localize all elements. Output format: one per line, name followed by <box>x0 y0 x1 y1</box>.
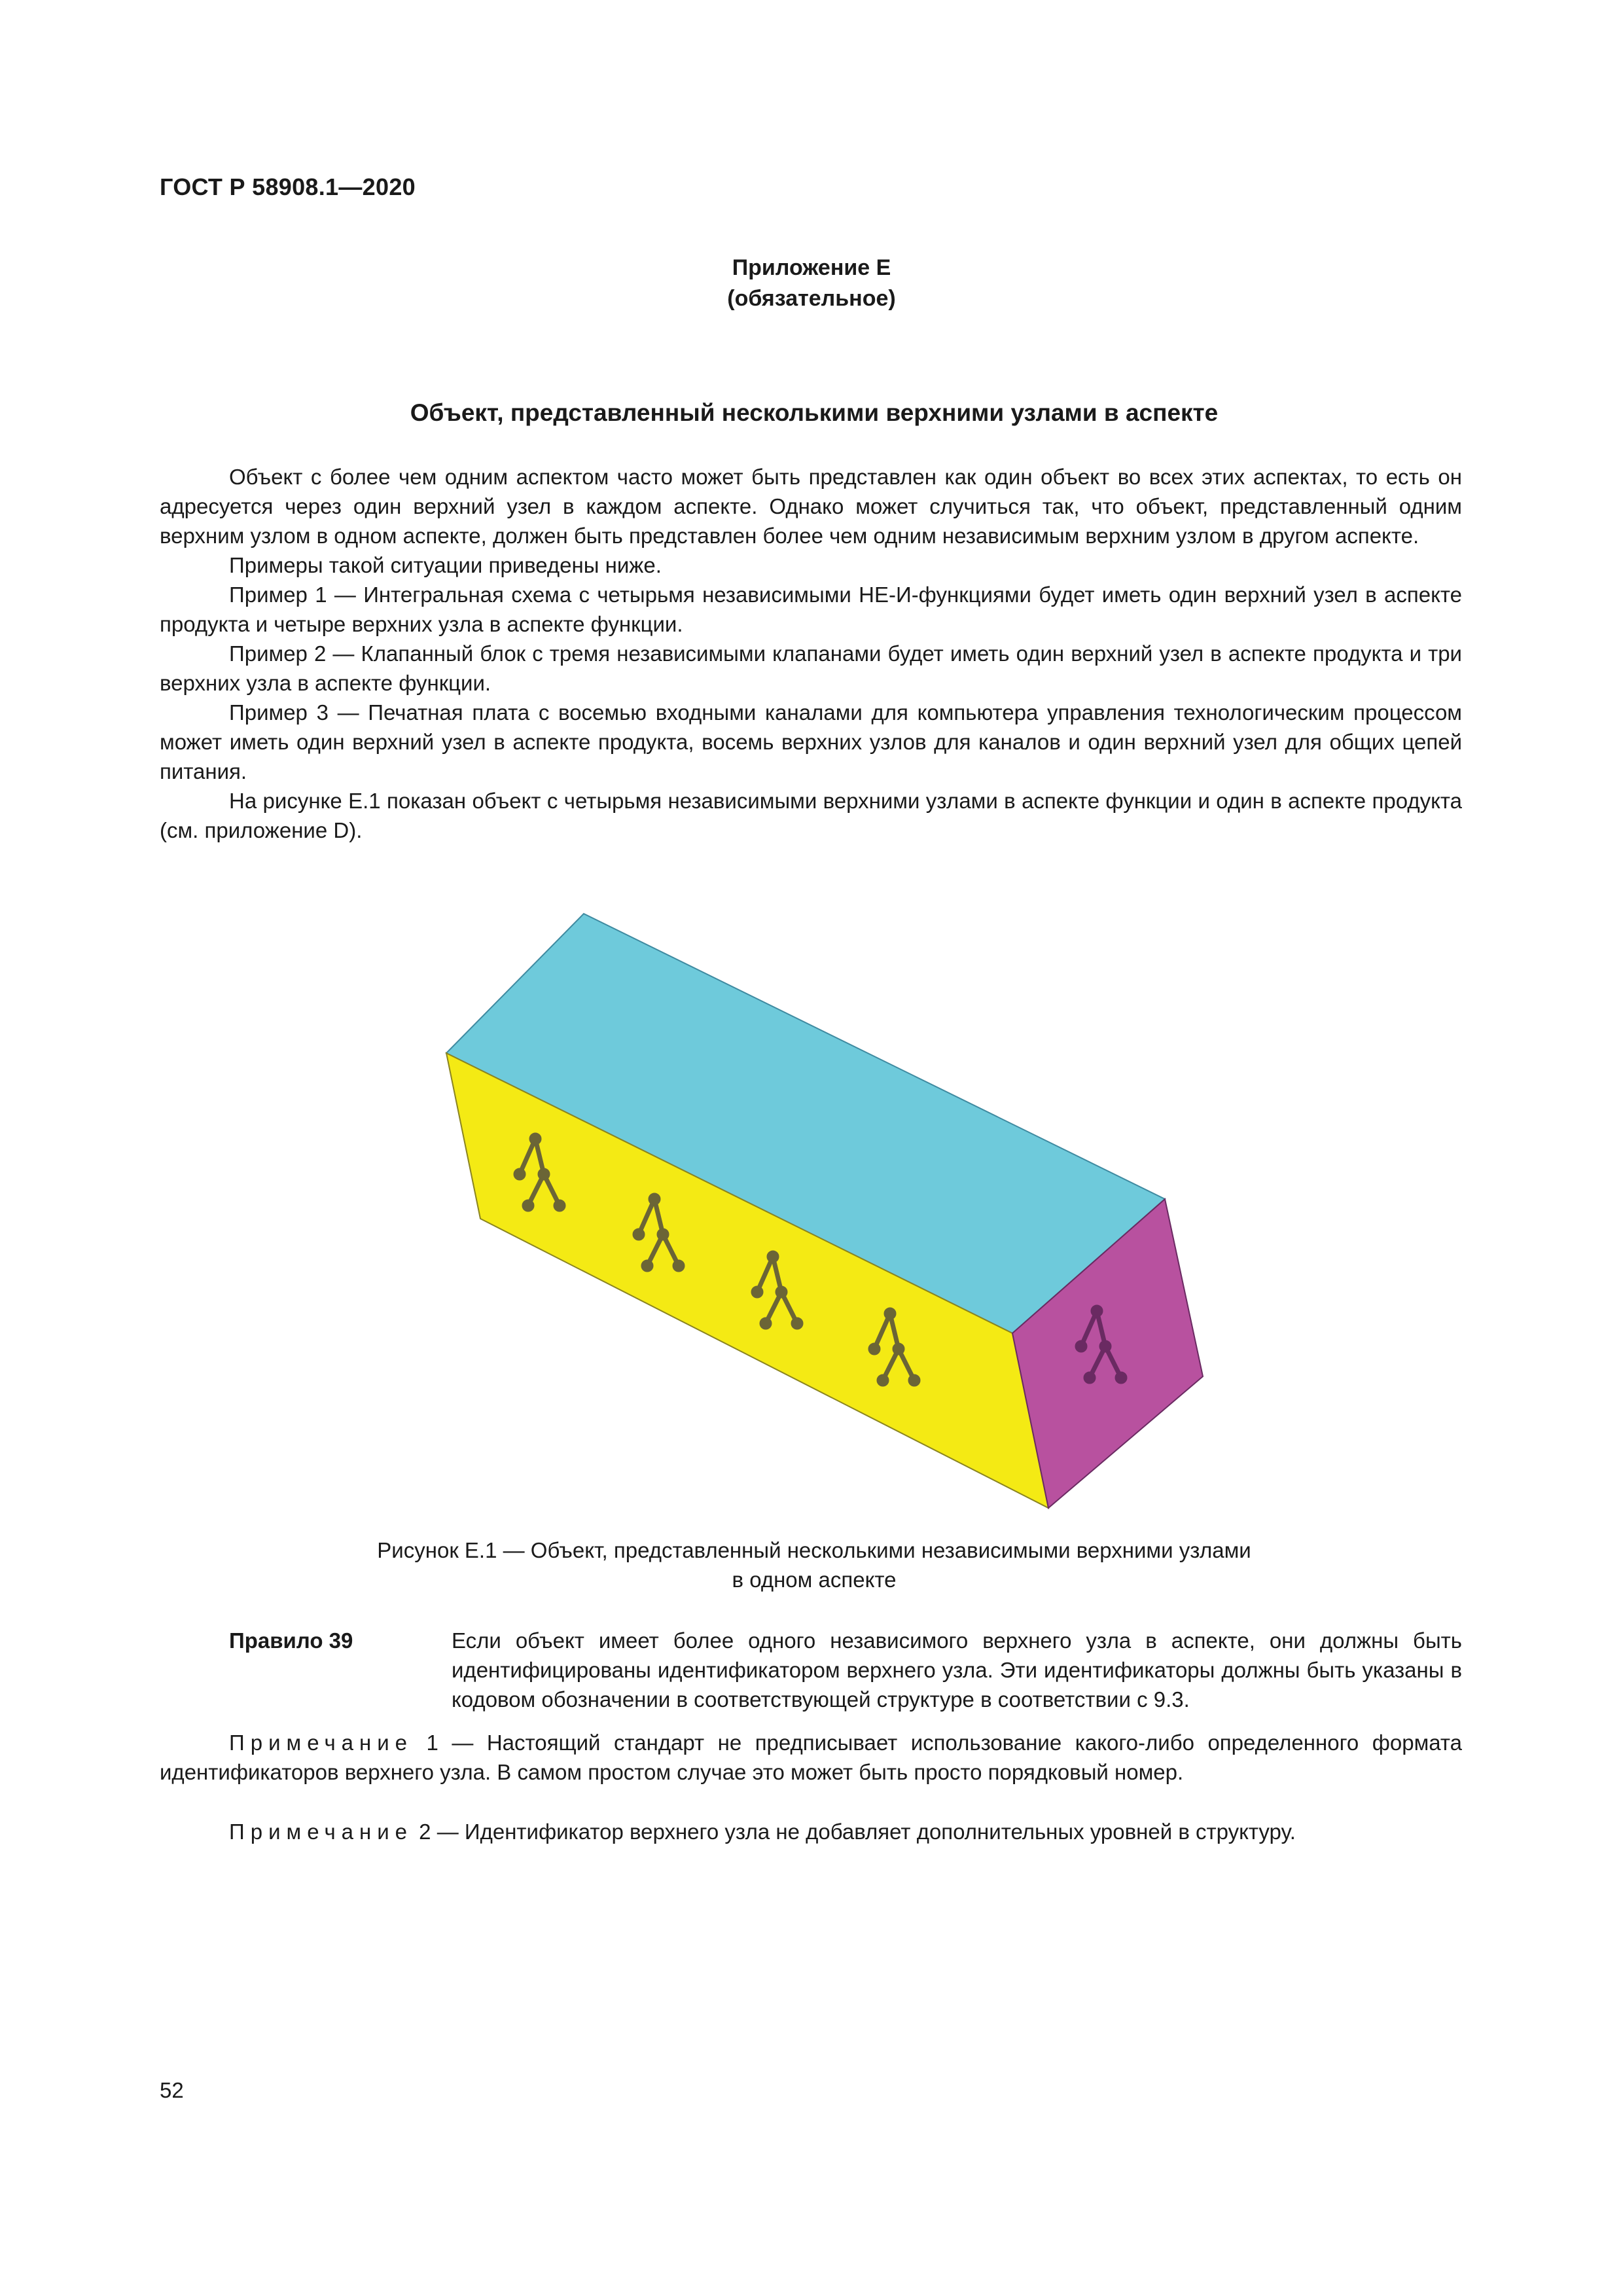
appendix-title: Приложение E <box>732 255 891 280</box>
rule-text: Если объект имеет более одного независимого верхнего узла в аспекте, они должны быть идентифицированы идентификатором верхнего узла. Эти идентификаторы должны быть указаны в кодовом обозначении в соответствующей структуре в соответствии с 9.3. <box>452 1628 1462 1712</box>
figure-caption-line-1: Рисунок E.1 — Объект, представленный несколькими независимыми верхними узлами <box>377 1538 1251 1562</box>
document-header: ГОСТ Р 58908.1—2020 <box>160 173 416 200</box>
paragraph-example-1: Пример 1 — Интегральная схема с четырьмя независимыми НЕ-И-функциями будет иметь один верхний узел в аспекте продукта и четыре верхних узла в аспекте функции. <box>160 583 1462 636</box>
body-text <box>160 462 1462 845</box>
note-1 <box>160 1728 1462 1787</box>
paragraph-examples-lead: Примеры такой ситуации приведены ниже. <box>229 553 662 577</box>
note-2-text: 2 — Идентификатор верхнего узла не добавляет дополнительных уровней в структуру. <box>413 1820 1296 1844</box>
figure-e1 <box>419 910 1204 1525</box>
paragraph-example-2: Пример 2 — Клапанный блок с тремя независимыми клапанами будет иметь один верхний узел в аспекте продукта и три верхних узла в аспекте функции. <box>160 641 1462 695</box>
section-title: Объект, представленный несколькими верхними узлами в аспекте <box>410 399 1219 426</box>
paragraph-example-3: Пример 3 — Печатная плата с восемью входными каналами для компьютера управления технологическим процессом может иметь один верхний узел в аспекте продукта, восемь верхних узлов для каналов и один верхний узел для общих цепей питания. <box>160 700 1462 783</box>
paragraph-intro: Объект с более чем одним аспектом часто может быть представлен как один объект во всех этих аспектах, то есть он адресуется через один верхний узел в каждом аспекте. Однако может случиться так, что объект, представленный одним верхним узлом в одном аспекте, должен быть представлен более чем одним независимым верхним узлом в другом аспекте. <box>160 465 1462 548</box>
appendix-heading <box>0 253 1623 314</box>
note-1-label: Примечание <box>229 1731 414 1755</box>
page-number: 52 <box>160 2078 184 2102</box>
appendix-status: (обязательное) <box>727 286 896 311</box>
rule-label: Правило 39 <box>229 1628 353 1653</box>
note-2 <box>160 1817 1462 1846</box>
object-box-illustration <box>419 910 1204 1525</box>
note-2-label: Примечание <box>229 1820 414 1844</box>
paragraph-figure-ref: На рисунке E.1 показан объект с четырьмя независимыми верхними узлами в аспекте функции и один в аспекте продукта (см. приложение D). <box>160 789 1462 842</box>
note-1-text: 1 — Настоящий стандарт не предписывает использование какого-либо определенного формата идентификаторов верхнего узла. В самом простом случае это может быть просто порядковый номер. <box>160 1731 1462 1784</box>
figure-caption-line-2: в одном аспекте <box>732 1568 897 1592</box>
figure-caption <box>160 1535 1469 1594</box>
